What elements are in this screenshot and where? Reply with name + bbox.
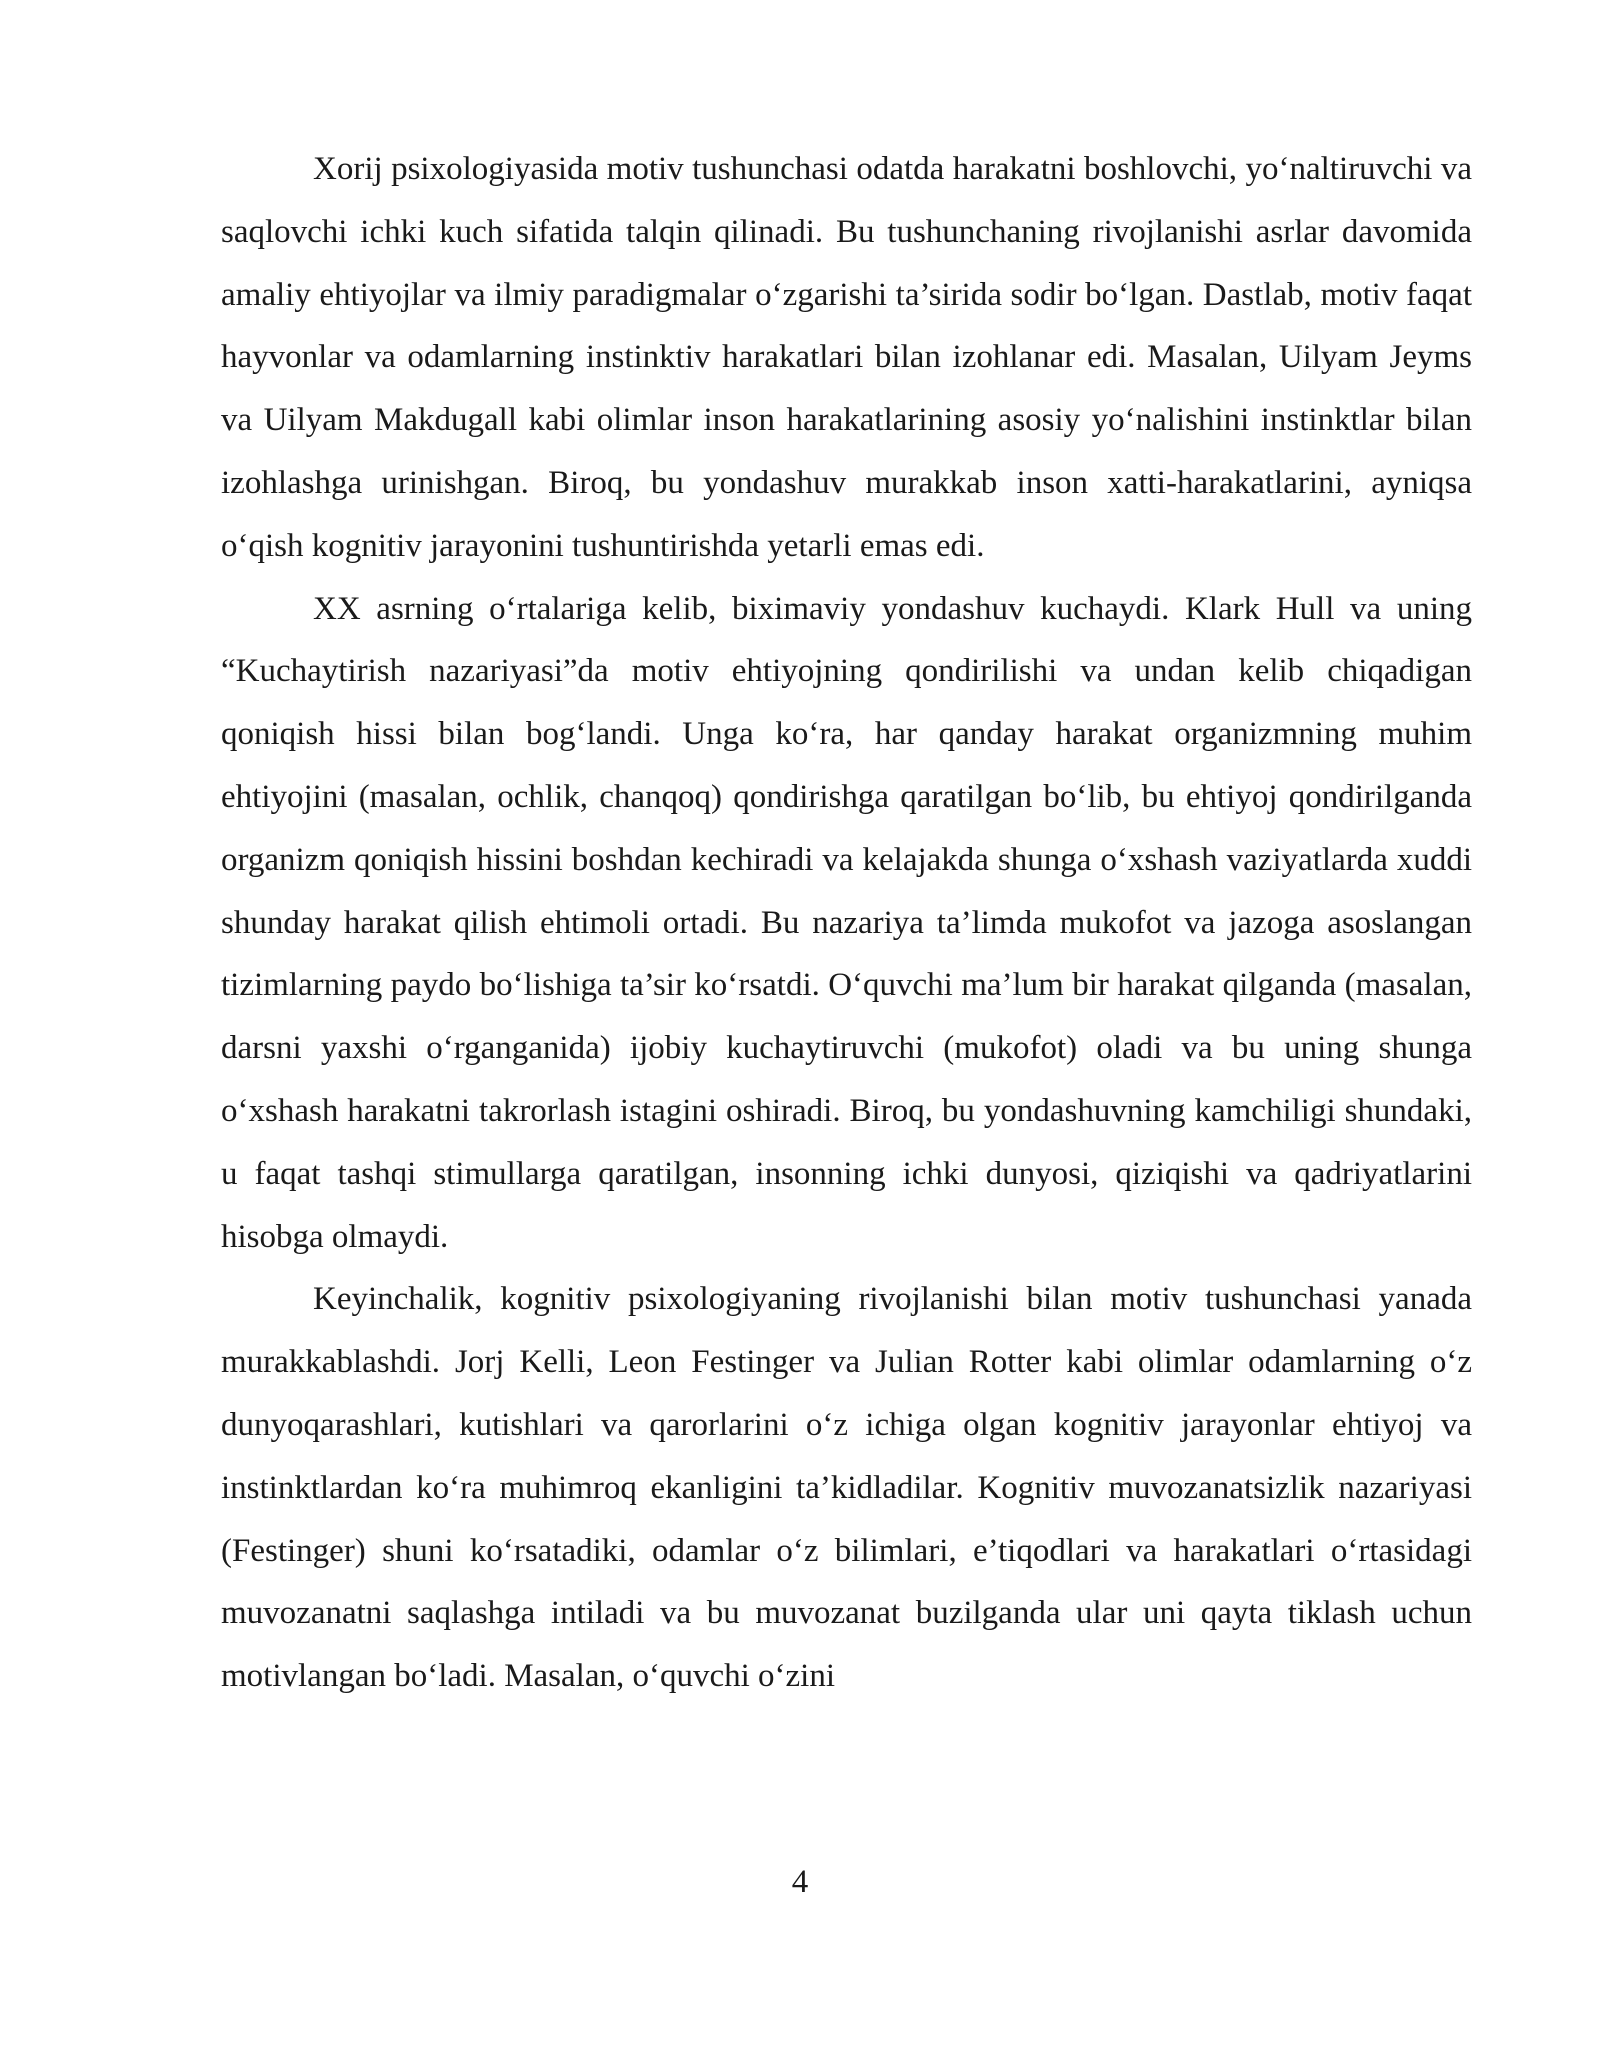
paragraph-2: XX asrning o‘rtalariga kelib, biximaviy yondashuv kuchaydi. Klark Hull va uning “Kuchaytirish nazariyasi”da motiv ehtiyojning qondirilishi va undan kelib chiqadigan qoniqish hissi bilan bog‘landi. Unga ko‘ra, har qanday harakat organizmning muhim ehtiyojini (masalan, ochlik, chanqoq) qondirishga qaratilgan bo‘lib, bu ehtiyoj qondirilganda organizm qoniqish hissini boshdan kechiradi va kelajakda shunga o‘xshash vaziyatlarda xuddi shunday harakat qilish ehtimoli ortadi. Bu nazariya ta’limda mukofot va jazoga asoslangan tizimlarning paydo bo‘lishiga ta’sir ko‘rsatdi. O‘quvchi ma’lum bir harakat qilganda (masalan, darsni yaxshi o‘rganganida) ijobiy kuchaytiruvchi (mukofot) oladi va bu uning shunga o‘xshash harakatni takrorlash istagini oshiradi. Biroq, bu yondashuvning kamchiligi shundaki, u faqat tashqi stimullarga qaratilgan, insonning ichki dunyosi, qiziqishi va qadriyatlarini hisobga olmaydi. bbox=[221, 590, 1472, 1255]
paragraph-1: Xorij psixologiyasida motiv tushunchasi odatda harakatni boshlovchi, yo‘naltiruvchi va saqlovchi ichki kuch sifatida talqin qilinadi. Bu tushunchaning rivojlanishi asrlar davomida amaliy ehtiyojlar va ilmiy paradigmalar o‘zgarishi ta’sirida sodir bo‘lgan. Dastlab, motiv faqat hayvonlar va odamlarning instinktiv harakatlari bilan izohlanar edi. Masalan, Uilyam Jeyms va Uilyam Makdugall kabi olimlar inson harakatlarining asosiy yo‘nalishini instinktlar bilan izohlashga urinishgan. Biroq, bu yondashuv murakkab inson xatti-harakatlarini, ayniqsa o‘qish kognitiv jarayonini tushuntirishda yetarli emas edi. bbox=[221, 151, 1472, 564]
page-number: 4 bbox=[791, 1864, 809, 1900]
paragraph-3: Keyinchalik, kognitiv psixologiyaning rivojlanishi bilan motiv tushunchasi yanada murakkablashdi. Jorj Kelli, Leon Festinger va Julian Rotter kabi olimlar odamlarning o‘z dunyoqarashlari, kutishlari va qarorlarini o‘z ichiga olgan kognitiv jarayonlar ehtiyoj va instinktlardan ko‘ra muhimroq ekanligini ta’kidladilar. Kognitiv muvozanatsizlik nazariyasi (Festinger) shuni ko‘rsatadiki, odamlar o‘z bilimlari, e’tiqodlari va harakatlari o‘rtasidagi muvozanatni saqlashga intiladi va bu muvozanat buzilganda ular uni qayta tiklash uchun motivlangan bo‘ladi. Masalan, o‘quvchi o‘zini bbox=[221, 1281, 1472, 1695]
body-text bbox=[221, 138, 1472, 1708]
